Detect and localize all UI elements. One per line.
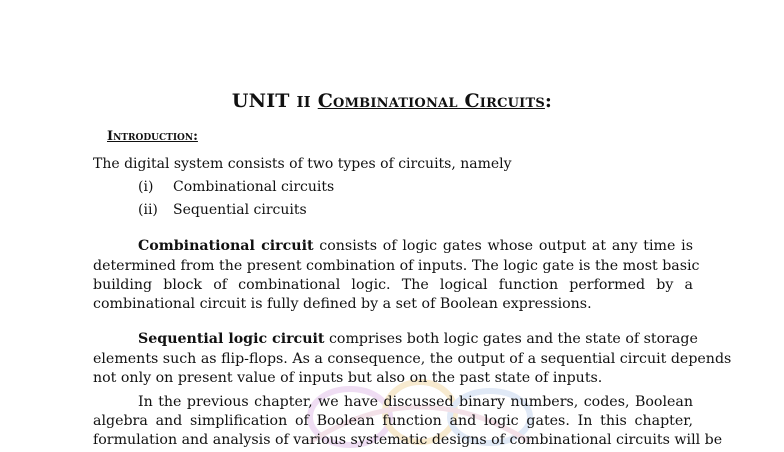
para3-line2: algebra and simplification of Boolean function and logic gates. In this chapter,: [93, 413, 693, 429]
title-unit: UNIT: [231, 90, 290, 112]
title-colon: :: [544, 90, 553, 112]
list-item-2: Sequential circuits: [173, 202, 307, 218]
para2-line1: Sequential logic circuit comprises both logic gates and the state of storage: [138, 331, 698, 347]
types-line: The digital system consists of two types of circuits, namely: [93, 156, 512, 172]
para1-line2: determined from the present combination of inputs. The logic gate is the most basic: [93, 258, 700, 274]
title-main: Combinational Circuits: [317, 90, 545, 112]
para3-line1: In the previous chapter, we have discussed binary numbers, codes, Boolean: [138, 394, 693, 410]
list-marker-1: (i): [138, 179, 154, 195]
intro-heading: Introduction:: [107, 129, 198, 144]
para2-bold-term: Sequential logic circuit: [138, 331, 325, 347]
para2-line3: not only on present value of inputs but also on the past state of inputs.: [93, 370, 603, 386]
page-title: [0, 90, 784, 112]
para1-bold-term: Combinational circuit: [138, 238, 314, 254]
para1-line1: Combinational circuit consists of logic gates whose output at any time is: [138, 238, 693, 254]
para1-line4: combinational circuit is fully defined by a set of Boolean expressions.: [93, 296, 592, 312]
title-number: II: [296, 93, 311, 111]
para1-line3: building block of combinational logic. The logical function performed by a: [93, 277, 693, 293]
para3-line3: formulation and analysis of various systematic designs of combinational circuits will be: [93, 432, 723, 448]
list-marker-2: (ii): [138, 202, 158, 218]
list-item-1: Combinational circuits: [173, 179, 335, 195]
para2-line2: elements such as flip-flops. As a consequence, the output of a sequential circuit depends: [93, 351, 732, 367]
